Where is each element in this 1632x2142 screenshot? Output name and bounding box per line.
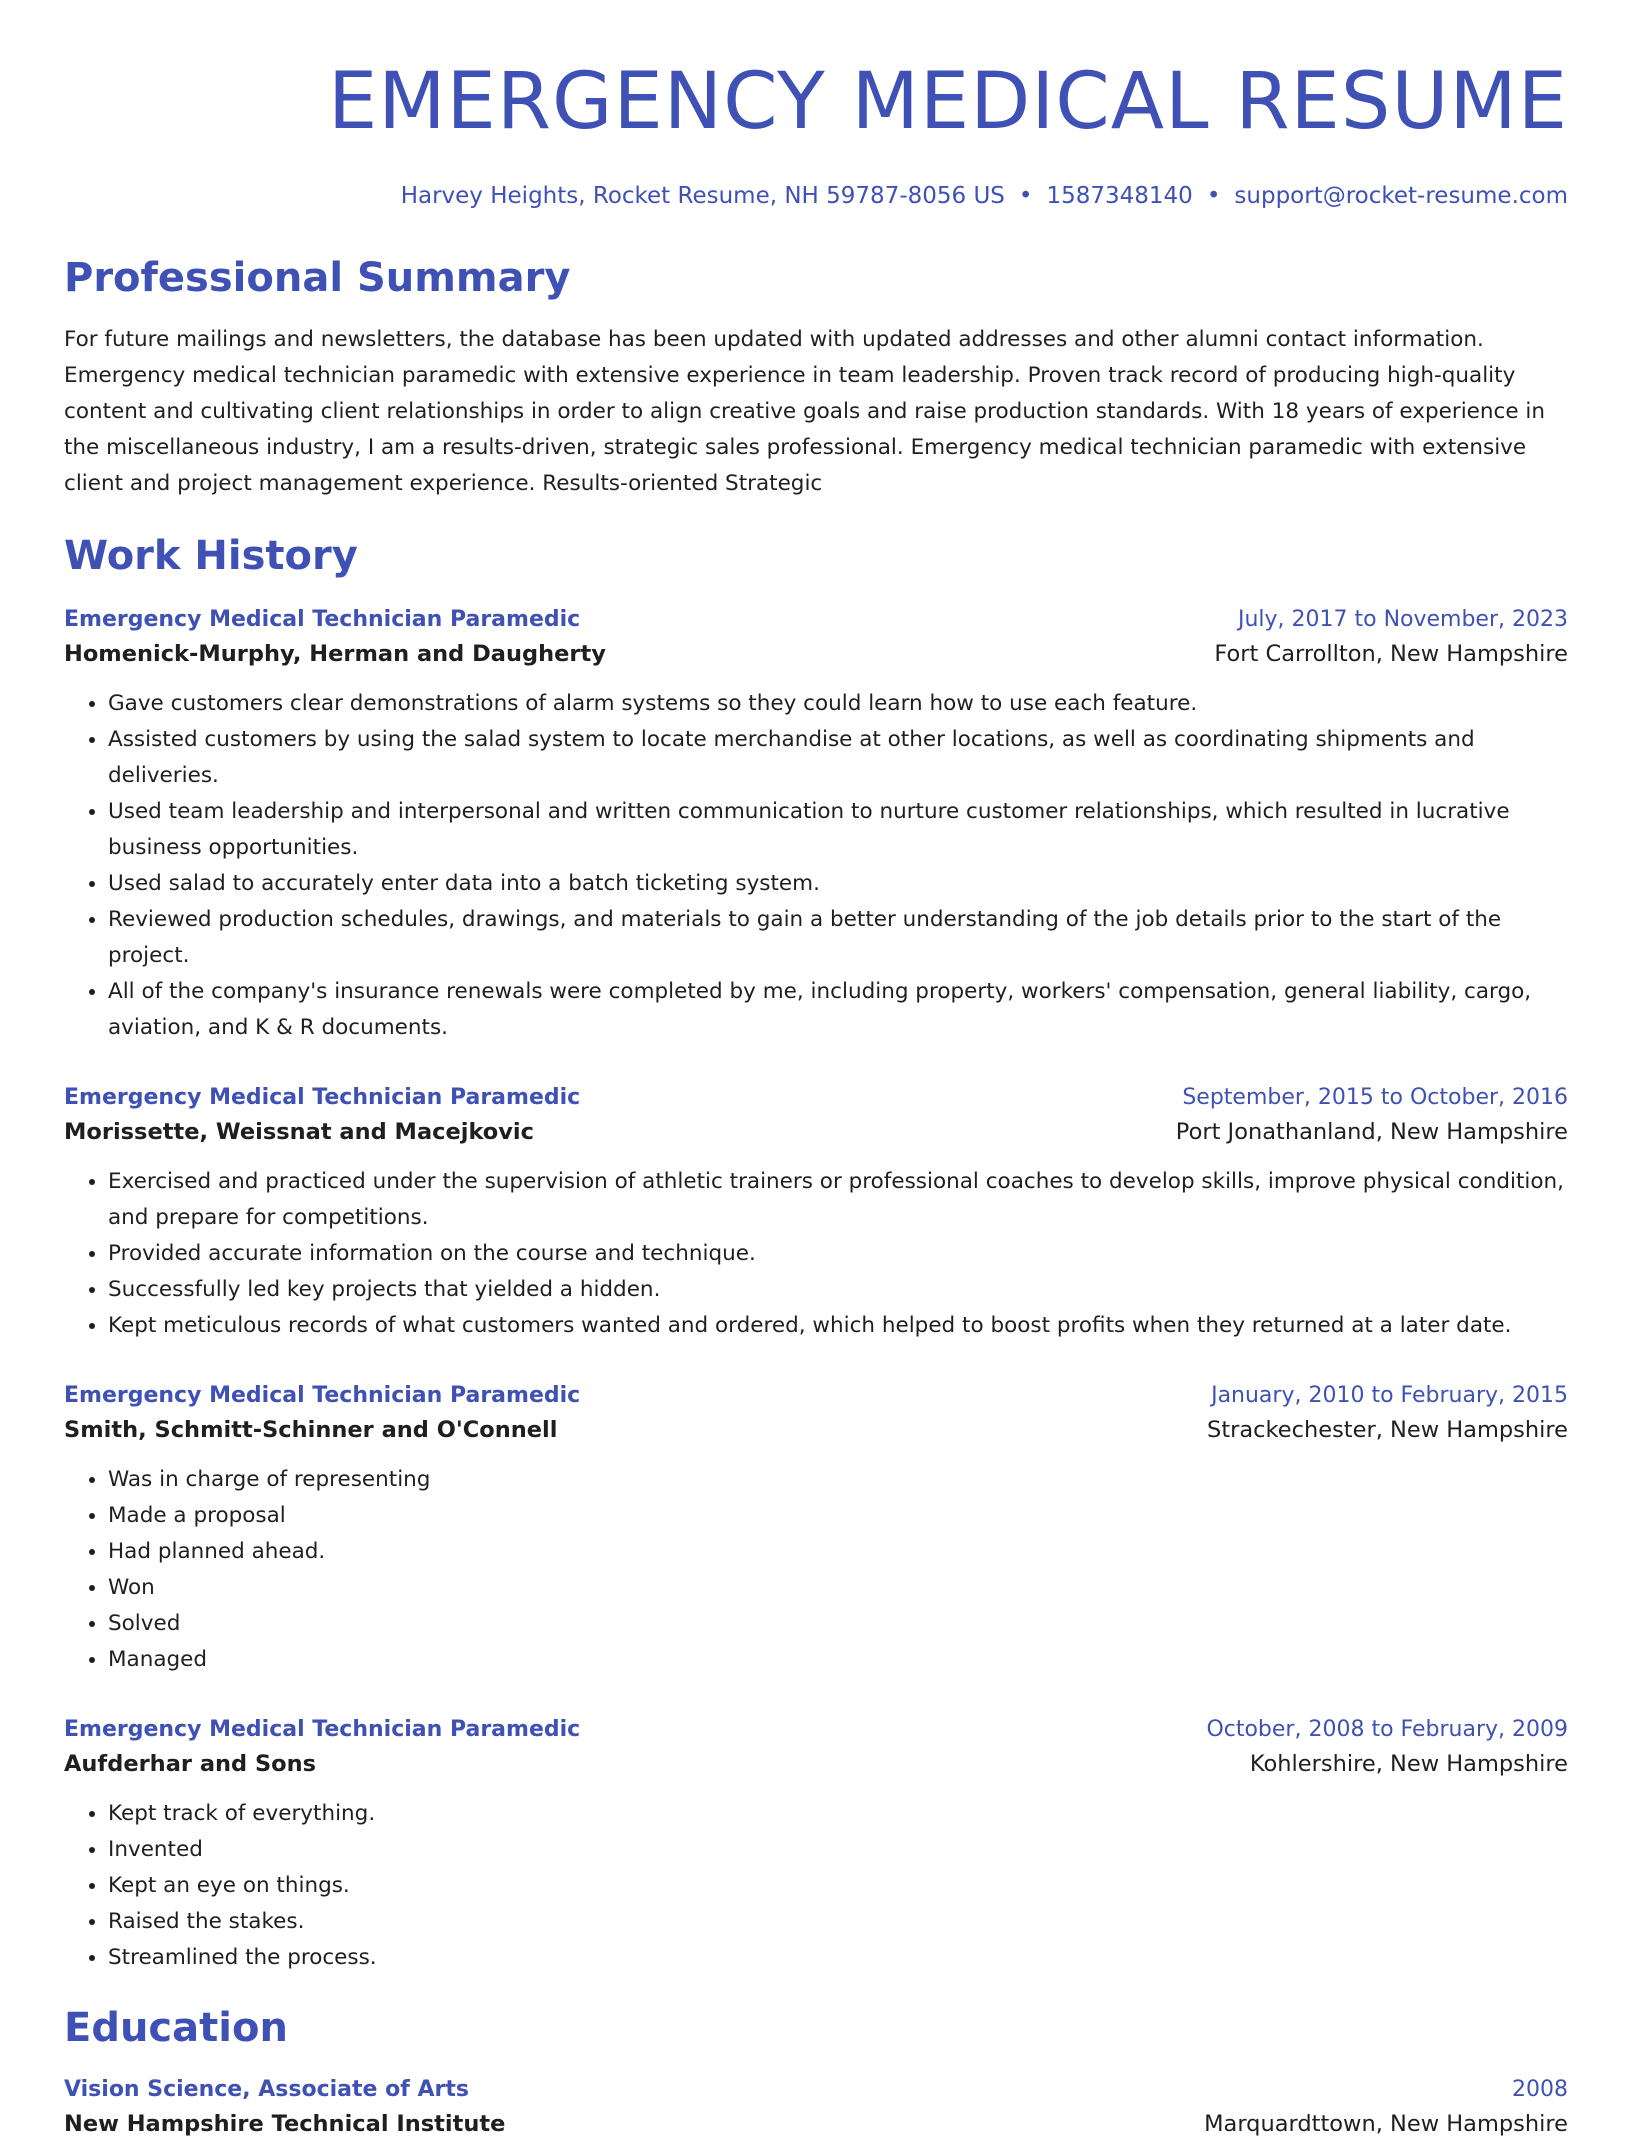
job-location: Kohlershire, New Hampshire [1249,1751,1568,1777]
bullet-item: • Assisted customers by using the salad system to locate merchandise at other locations, as well as coordinating shipments and deliveries. [108,722,1568,794]
bullet-item: • Streamlined the process. [108,1940,1568,1976]
job-dates: October, 2008 to February, 2009 [1206,1717,1568,1742]
edu-degree: Vision Science, Associate of Arts [64,2077,469,2102]
job-company: Smith, Schmitt-Schinner and O'Connell [64,1417,558,1443]
job-entry [64,1380,1568,1678]
edu-location: Marquardttown, New Hampshire [1204,2111,1568,2137]
job-location: Port Jonathanland, New Hampshire [1175,1119,1568,1145]
bullet-item: • Provided accurate information on the course and technique. [108,1236,1568,1272]
bullet-item: • Kept track of everything. [108,1796,1568,1832]
bullet-item: • Invented [108,1832,1568,1868]
job-location: Fort Carrollton, New Hampshire [1214,641,1568,667]
job-title: Emergency Medical Technician Paramedic [64,1383,581,1408]
edu-year: 2008 [1512,2077,1568,2102]
contact-separator: • [1018,183,1033,209]
bullet-item: • Gave customers clear demonstrations of alarm systems so they could learn how to use each feature. [108,686,1568,722]
bullet-item: • All of the company's insurance renewals were completed by me, including property, workers' compensation, general liability, cargo, aviation, and K & R documents. [108,974,1568,1046]
contact-separator: • [1206,183,1221,209]
education-heading: Education [64,2005,288,2051]
job-bullets [64,1462,1568,1678]
job-title: Emergency Medical Technician Paramedic [64,1717,581,1742]
resume-page [64,0,1568,2142]
job-bullets [64,686,1568,1046]
job-bullets [64,1164,1568,1344]
contact-line [64,180,1568,212]
bullet-item: • Solved [108,1606,1568,1642]
resume-name: EMERGENCY MEDICAL RESUME [327,57,1568,147]
bullet-item: • Was in charge of representing [108,1462,1568,1498]
contact-email[interactable]: support@rocket-resume.com [1234,183,1568,209]
summary-text: For future mailings and newsletters, the database has been updated with updated addresses and other alumni contact information. Emergency medical technician paramedic with extensive experience in team leadership. Proven track record of producing high-quality content and cultivating client relationships in order to align creative goals and raise production standards. With 18 years of experience in the miscellaneous industry, I am a results-driven, strategic sales professional. Emergency medical technician paramedic with extensive client and project management experience. Results-oriented Strategic [64,327,1546,496]
job-dates: July, 2017 to November, 2023 [1237,607,1568,632]
bullet-item: • Used team leadership and interpersonal and written communication to nurture customer relationships, which resulted in lucrative business opportunities. [108,794,1568,866]
bullet-item: • Managed [108,1642,1568,1678]
bullet-item: • Kept an eye on things. [108,1868,1568,1904]
job-company: Aufderhar and Sons [64,1751,317,1777]
contact-phone: 1587348140 [1046,183,1193,209]
work-history-heading: Work History [64,533,358,579]
bullet-item: • Won [108,1570,1568,1606]
bullet-item: • Reviewed production schedules, drawings, and materials to gain a better understanding of the job details prior to the start of the project. [108,902,1568,974]
job-entry [64,1714,1568,1976]
job-location: Strackechester, New Hampshire [1207,1417,1568,1443]
education-entry [64,2074,1568,2142]
bullet-item: • Had planned ahead. [108,1534,1568,1570]
job-title: Emergency Medical Technician Paramedic [64,607,581,632]
bullet-item: • Raised the stakes. [108,1904,1568,1940]
job-title: Emergency Medical Technician Paramedic [64,1085,581,1110]
bullet-item: • Made a proposal [108,1498,1568,1534]
contact-address: Harvey Heights, Rocket Resume, NH 59787-8056 US [400,183,1005,209]
bullet-item: • Kept meticulous records of what customers wanted and ordered, which helped to boost profits when they returned at a later date. [108,1308,1568,1344]
job-company: Homenick-Murphy, Herman and Daugherty [64,641,606,667]
resume-header [64,0,1568,212]
job-entry [64,604,1568,1046]
bullet-item: • Successfully led key projects that yielded a hidden. [108,1272,1568,1308]
job-dates: January, 2010 to February, 2015 [1211,1383,1568,1408]
bullet-item: • Exercised and practiced under the supervision of athletic trainers or professional coaches to develop skills, improve physical condition, and prepare for competitions. [108,1164,1568,1236]
job-entry [64,1082,1568,1344]
edu-school: New Hampshire Technical Institute [64,2111,506,2137]
job-dates: September, 2015 to October, 2016 [1182,1085,1568,1110]
bullet-item: • Used salad to accurately enter data into a batch ticketing system. [108,866,1568,902]
job-company: Morissette, Weissnat and Macejkovic [64,1119,534,1145]
job-bullets [64,1796,1568,1976]
summary-heading: Professional Summary [64,255,571,301]
